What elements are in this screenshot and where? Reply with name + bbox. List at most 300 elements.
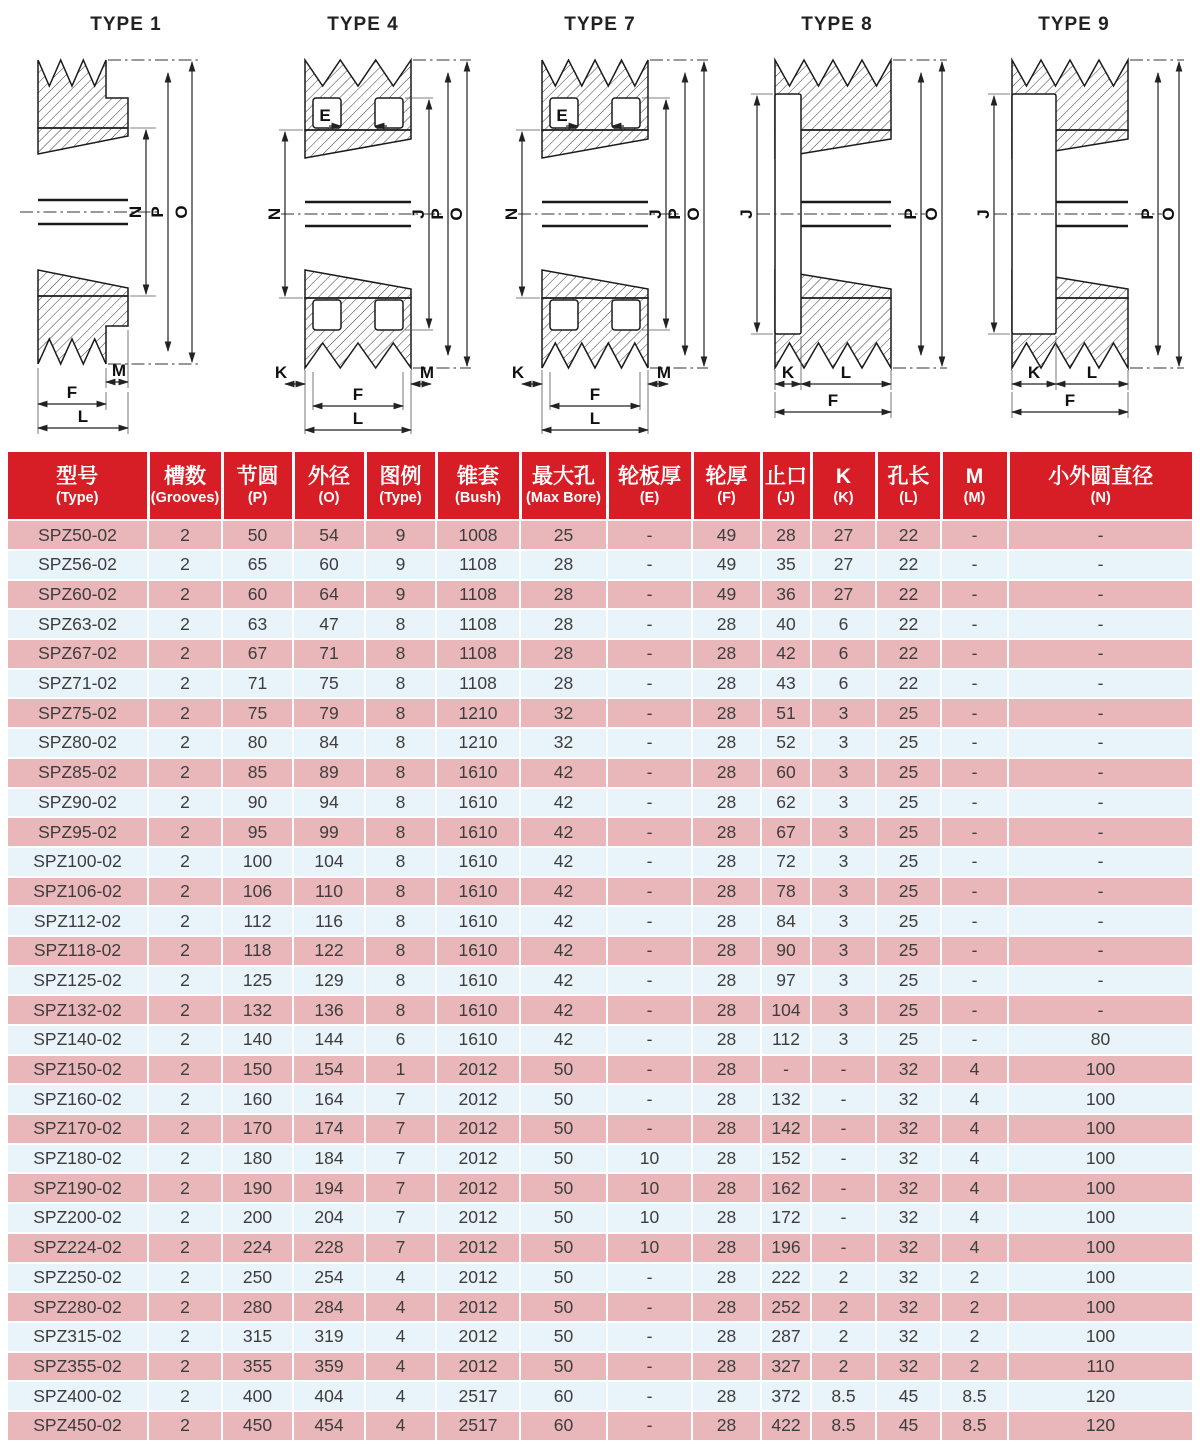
table-cell: 359 [293,1352,365,1382]
table-cell: 2012 [436,1322,520,1352]
table-cell: 200 [222,1203,293,1233]
table-cell: SPZ170-02 [8,1114,148,1144]
table-cell: SPZ280-02 [8,1292,148,1322]
table-cell: 36 [761,580,811,610]
table-cell: 75 [293,669,365,699]
pulley-diagram-type-1 [10,2,242,452]
table-cell: 129 [293,966,365,996]
table-cell: 2 [148,906,222,936]
table-cell: 42 [520,877,607,907]
table-cell: 25 [876,877,941,907]
svg-text:J: J [737,209,756,219]
table-cell: 25 [876,728,941,758]
table-cell: 25 [876,788,941,818]
table-cell: 32 [876,1352,941,1382]
table-cell: 355 [222,1352,293,1382]
svg-text:P: P [901,208,920,220]
table-cell: 50 [520,1263,607,1293]
table-cell: 45 [876,1411,941,1440]
table-cell: 2 [148,1144,222,1174]
table-row [8,698,1192,728]
table-cell: 2 [148,520,222,550]
table-cell: 2012 [436,1084,520,1114]
table-row [8,609,1192,639]
table-cell: - [1008,788,1192,818]
table-cell: 28 [692,788,761,818]
svg-text:O: O [172,205,191,219]
table-cell: - [607,639,692,669]
table-cell: - [607,728,692,758]
table-cell: 84 [293,728,365,758]
table-row [8,639,1192,669]
table-cell: - [1008,669,1192,699]
column-header-bush: 锥套 (Bush) [436,452,520,520]
table-cell: 32 [876,1084,941,1114]
table-cell: 32 [876,1233,941,1263]
svg-text:E: E [319,106,331,125]
table-cell: 32 [876,1114,941,1144]
table-cell: - [1008,995,1192,1025]
table-cell: 154 [293,1055,365,1085]
table-cell: 3 [811,1025,876,1055]
table-cell: 25 [876,936,941,966]
table-cell: 22 [876,520,941,550]
table-cell: 28 [692,817,761,847]
column-header-j: 止口 (J) [761,452,811,520]
table-cell: - [607,847,692,877]
table-cell: 28 [692,758,761,788]
svg-text:K: K [781,363,795,382]
table-row [8,550,1192,580]
table-cell: 2 [148,1173,222,1203]
table-cell: - [607,698,692,728]
svg-text:J: J [646,209,665,219]
table-cell: - [1008,847,1192,877]
table-cell: 2 [148,966,222,996]
table-cell: SPZ50-02 [8,520,148,550]
table-cell: 284 [293,1292,365,1322]
table-cell: 327 [761,1352,811,1382]
svg-text:L: L [77,407,89,426]
table-cell: 4 [941,1144,1008,1174]
table-cell: 27 [811,580,876,610]
table-cell: 25 [520,520,607,550]
svg-text:J: J [409,209,428,219]
table-cell: 2012 [436,1263,520,1293]
table-cell: 2 [148,580,222,610]
column-header-type: 型号 (Type) [8,452,148,520]
table-cell: 1610 [436,788,520,818]
table-cell: 174 [293,1114,365,1144]
table-cell: 252 [761,1292,811,1322]
table-cell: 3 [811,728,876,758]
table-cell: 1610 [436,817,520,847]
column-header-legend: 图例 (Type) [365,452,436,520]
table-cell: 228 [293,1233,365,1263]
table-cell: 28 [692,936,761,966]
table-cell: - [941,1025,1008,1055]
table-cell: - [941,639,1008,669]
table-cell: 2 [148,1114,222,1144]
table-cell: 6 [811,609,876,639]
table-cell: 22 [876,550,941,580]
table-cell: - [607,1084,692,1114]
table-cell: - [941,758,1008,788]
table-cell: 1210 [436,698,520,728]
svg-text:F: F [1064,391,1076,410]
svg-text:F: F [66,383,78,402]
table-cell: - [811,1233,876,1263]
table-cell: 32 [876,1292,941,1322]
table-cell: 6 [811,639,876,669]
table-cell: 25 [876,758,941,788]
svg-text:F: F [827,391,839,410]
table-cell: 80 [222,728,293,758]
table-cell: 32 [876,1144,941,1174]
table-cell: 25 [876,995,941,1025]
table-cell: 1610 [436,758,520,788]
svg-text:F: F [589,385,601,404]
table-cell: - [1008,906,1192,936]
table-cell: - [607,817,692,847]
table-cell: 2 [811,1322,876,1352]
table-cell: - [1008,758,1192,788]
table-cell: 84 [761,906,811,936]
table-cell: 2 [148,1025,222,1055]
table-cell: 28 [761,520,811,550]
table-cell: - [1008,877,1192,907]
table-cell: 8 [365,877,436,907]
table-cell: 132 [761,1084,811,1114]
svg-text:L: L [352,409,364,428]
table-cell: 400 [222,1381,293,1411]
table-cell: - [1008,639,1192,669]
table-cell: 8 [365,698,436,728]
table-cell: 2 [148,1352,222,1382]
column-header-f: 轮厚 (F) [692,452,761,520]
svg-text:E: E [556,106,568,125]
column-header-grooves: 槽数 (Grooves) [148,452,222,520]
table-cell: 60 [520,1381,607,1411]
table-cell: - [941,550,1008,580]
table-cell: 100 [1008,1055,1192,1085]
table-cell: SPZ75-02 [8,698,148,728]
table-cell: 28 [692,609,761,639]
table-cell: 100 [222,847,293,877]
table-cell: 254 [293,1263,365,1293]
table-cell: SPZ85-02 [8,758,148,788]
table-cell: 25 [876,906,941,936]
table-cell: 100 [1008,1263,1192,1293]
table-cell: 1610 [436,1025,520,1055]
table-cell: 2 [148,669,222,699]
table-cell: - [941,995,1008,1025]
table-cell: 100 [1008,1144,1192,1174]
table-cell: 3 [811,698,876,728]
table-cell: 50 [222,520,293,550]
table-cell: 3 [811,936,876,966]
table-cell: 2012 [436,1352,520,1382]
table-cell: 372 [761,1381,811,1411]
table-cell: 8 [365,817,436,847]
table-cell: 28 [692,698,761,728]
table-cell: 224 [222,1233,293,1263]
table-cell: 50 [520,1233,607,1263]
table-cell: 104 [293,847,365,877]
table-cell: 71 [293,639,365,669]
table-cell: 32 [876,1322,941,1352]
table-cell: - [941,847,1008,877]
table-cell: 8 [365,788,436,818]
table-cell: 1610 [436,877,520,907]
table-row [8,936,1192,966]
table-cell: 2 [941,1263,1008,1293]
table-cell: - [941,520,1008,550]
table-cell: SPZ71-02 [8,669,148,699]
pulley-diagrams [0,0,1200,452]
table-cell: 404 [293,1381,365,1411]
table-row [8,817,1192,847]
table-cell: 2012 [436,1233,520,1263]
table-cell: 125 [222,966,293,996]
table-cell: 7 [365,1084,436,1114]
table-cell: 2 [148,817,222,847]
table-cell: 65 [222,550,293,580]
table-cell: 1 [365,1055,436,1085]
table-cell: 75 [222,698,293,728]
table-cell: SPZ224-02 [8,1233,148,1263]
table-cell: - [607,877,692,907]
table-cell: SPZ112-02 [8,906,148,936]
table-cell: - [1008,698,1192,728]
table-cell: 8.5 [941,1381,1008,1411]
spz-dimensions-table [8,452,1192,1440]
table-cell: 28 [520,609,607,639]
table-cell: 28 [520,669,607,699]
table-cell: SPZ160-02 [8,1084,148,1114]
table-cell: 136 [293,995,365,1025]
table-cell: 8 [365,847,436,877]
table-cell: 6 [365,1025,436,1055]
table-cell: 170 [222,1114,293,1144]
table-cell: 2 [148,1263,222,1293]
table-cell: 120 [1008,1411,1192,1440]
table-cell: 42 [520,817,607,847]
table-cell: 3 [811,788,876,818]
table-cell: 28 [692,995,761,1025]
table-cell: 50 [520,1055,607,1085]
table-cell: 54 [293,520,365,550]
table-cell: 40 [761,609,811,639]
table-cell: 150 [222,1055,293,1085]
table-cell: 42 [520,936,607,966]
table-cell: 10 [607,1203,692,1233]
table-cell: - [811,1084,876,1114]
svg-text:F: F [352,385,364,404]
table-cell: 2012 [436,1114,520,1144]
table-row [8,788,1192,818]
table-row [8,1114,1192,1144]
table-cell: 28 [692,1025,761,1055]
table-cell: - [607,609,692,639]
table-cell: - [607,1025,692,1055]
table-cell: SPZ132-02 [8,995,148,1025]
table-cell: 122 [293,936,365,966]
svg-text:O: O [922,207,941,221]
table-cell: 184 [293,1144,365,1174]
table-cell: - [941,728,1008,758]
table-cell: 42 [520,995,607,1025]
table-cell: 50 [520,1352,607,1382]
table-cell: 78 [761,877,811,907]
table-cell: 8 [365,906,436,936]
table-cell: 8.5 [811,1381,876,1411]
table-cell: 110 [293,877,365,907]
table-cell: 1108 [436,580,520,610]
table-row [8,1203,1192,1233]
table-cell: 2 [148,995,222,1025]
table-cell: 1610 [436,995,520,1025]
table-cell: 50 [520,1203,607,1233]
table-cell: 8 [365,995,436,1025]
table-cell: 72 [761,847,811,877]
table-header [8,452,1192,520]
table-cell: 2 [148,1055,222,1085]
table-row [8,1352,1192,1382]
table-cell: 10 [607,1233,692,1263]
table-cell: SPZ100-02 [8,847,148,877]
table-cell: 49 [692,550,761,580]
table-cell: 8 [365,936,436,966]
table-cell: 4 [941,1233,1008,1263]
table-cell: 22 [876,580,941,610]
table-cell: 79 [293,698,365,728]
table-cell: 7 [365,1203,436,1233]
svg-text:N: N [126,205,145,219]
svg-text:P: P [148,206,167,218]
table-cell: 32 [876,1173,941,1203]
table-cell: 1610 [436,906,520,936]
pulley-diagram-type-7 [484,2,716,452]
table-cell: 7 [365,1114,436,1144]
table-cell: 32 [876,1263,941,1293]
table-cell: 8 [365,609,436,639]
table-cell: 2 [148,639,222,669]
table-cell: 1008 [436,520,520,550]
table-cell: - [941,788,1008,818]
table-cell: - [811,1055,876,1085]
table-cell: 60 [761,758,811,788]
table-cell: 8 [365,966,436,996]
table-row [8,1263,1192,1293]
column-header-m: M (M) [941,452,1008,520]
column-header-p: 节圆 (P) [222,452,293,520]
table-cell: - [607,580,692,610]
table-cell: 3 [811,758,876,788]
table-cell: 2517 [436,1411,520,1440]
svg-text:O: O [1159,207,1178,221]
table-cell: 28 [692,1352,761,1382]
table-cell: 106 [222,877,293,907]
table-cell: SPZ355-02 [8,1352,148,1382]
svg-text:P: P [665,208,684,220]
table-cell: 4 [941,1173,1008,1203]
table-cell: - [607,669,692,699]
table-cell: 42 [761,639,811,669]
table-cell: SPZ118-02 [8,936,148,966]
table-cell: 116 [293,906,365,936]
table-cell: - [607,906,692,936]
svg-text:N: N [265,207,284,221]
table-cell: 3 [811,847,876,877]
table-cell: 42 [520,966,607,996]
table-cell: 95 [222,817,293,847]
table-cell: 4 [365,1292,436,1322]
table-cell: 27 [811,520,876,550]
table-cell: 2 [148,1203,222,1233]
table-cell: - [941,906,1008,936]
table-cell: 35 [761,550,811,580]
table-cell: 28 [692,1114,761,1144]
table-row [8,580,1192,610]
table-cell: 42 [520,758,607,788]
table-cell: 2 [941,1352,1008,1382]
diagram-title: TYPE 1 [90,14,162,35]
table-cell: 50 [520,1144,607,1174]
table-cell: 4 [365,1411,436,1440]
table-cell: 90 [761,936,811,966]
table-cell: 194 [293,1173,365,1203]
table-cell: 8.5 [811,1411,876,1440]
table-cell: - [1008,966,1192,996]
table-cell: 45 [876,1381,941,1411]
table-cell: SPZ250-02 [8,1263,148,1293]
table-cell: 42 [520,906,607,936]
table-cell: 28 [692,1233,761,1263]
table-cell: 2 [148,1233,222,1263]
table-cell: 9 [365,550,436,580]
table-row [8,1084,1192,1114]
table-cell: - [607,995,692,1025]
table-cell: 104 [761,995,811,1025]
table-cell: - [1008,728,1192,758]
table-cell: 454 [293,1411,365,1440]
table-cell: 2 [148,609,222,639]
table-cell: 60 [222,580,293,610]
table-cell: 2 [811,1292,876,1322]
table-cell: 1108 [436,550,520,580]
table-cell: 190 [222,1173,293,1203]
table-cell: SPZ63-02 [8,609,148,639]
table-cell: 22 [876,669,941,699]
table-cell: 2 [148,847,222,877]
table-row [8,669,1192,699]
table-cell: 28 [692,847,761,877]
table-cell: 32 [520,728,607,758]
table-cell: 50 [520,1084,607,1114]
table-cell: 32 [520,698,607,728]
table-cell: - [941,698,1008,728]
column-header-o: 外径 (O) [293,452,365,520]
table-cell: SPZ400-02 [8,1381,148,1411]
table-cell: 3 [811,906,876,936]
table-cell: - [941,936,1008,966]
table-cell: 7 [365,1173,436,1203]
table-cell: 132 [222,995,293,1025]
table-cell: - [607,966,692,996]
table-cell: 1610 [436,847,520,877]
table-cell: 28 [692,906,761,936]
